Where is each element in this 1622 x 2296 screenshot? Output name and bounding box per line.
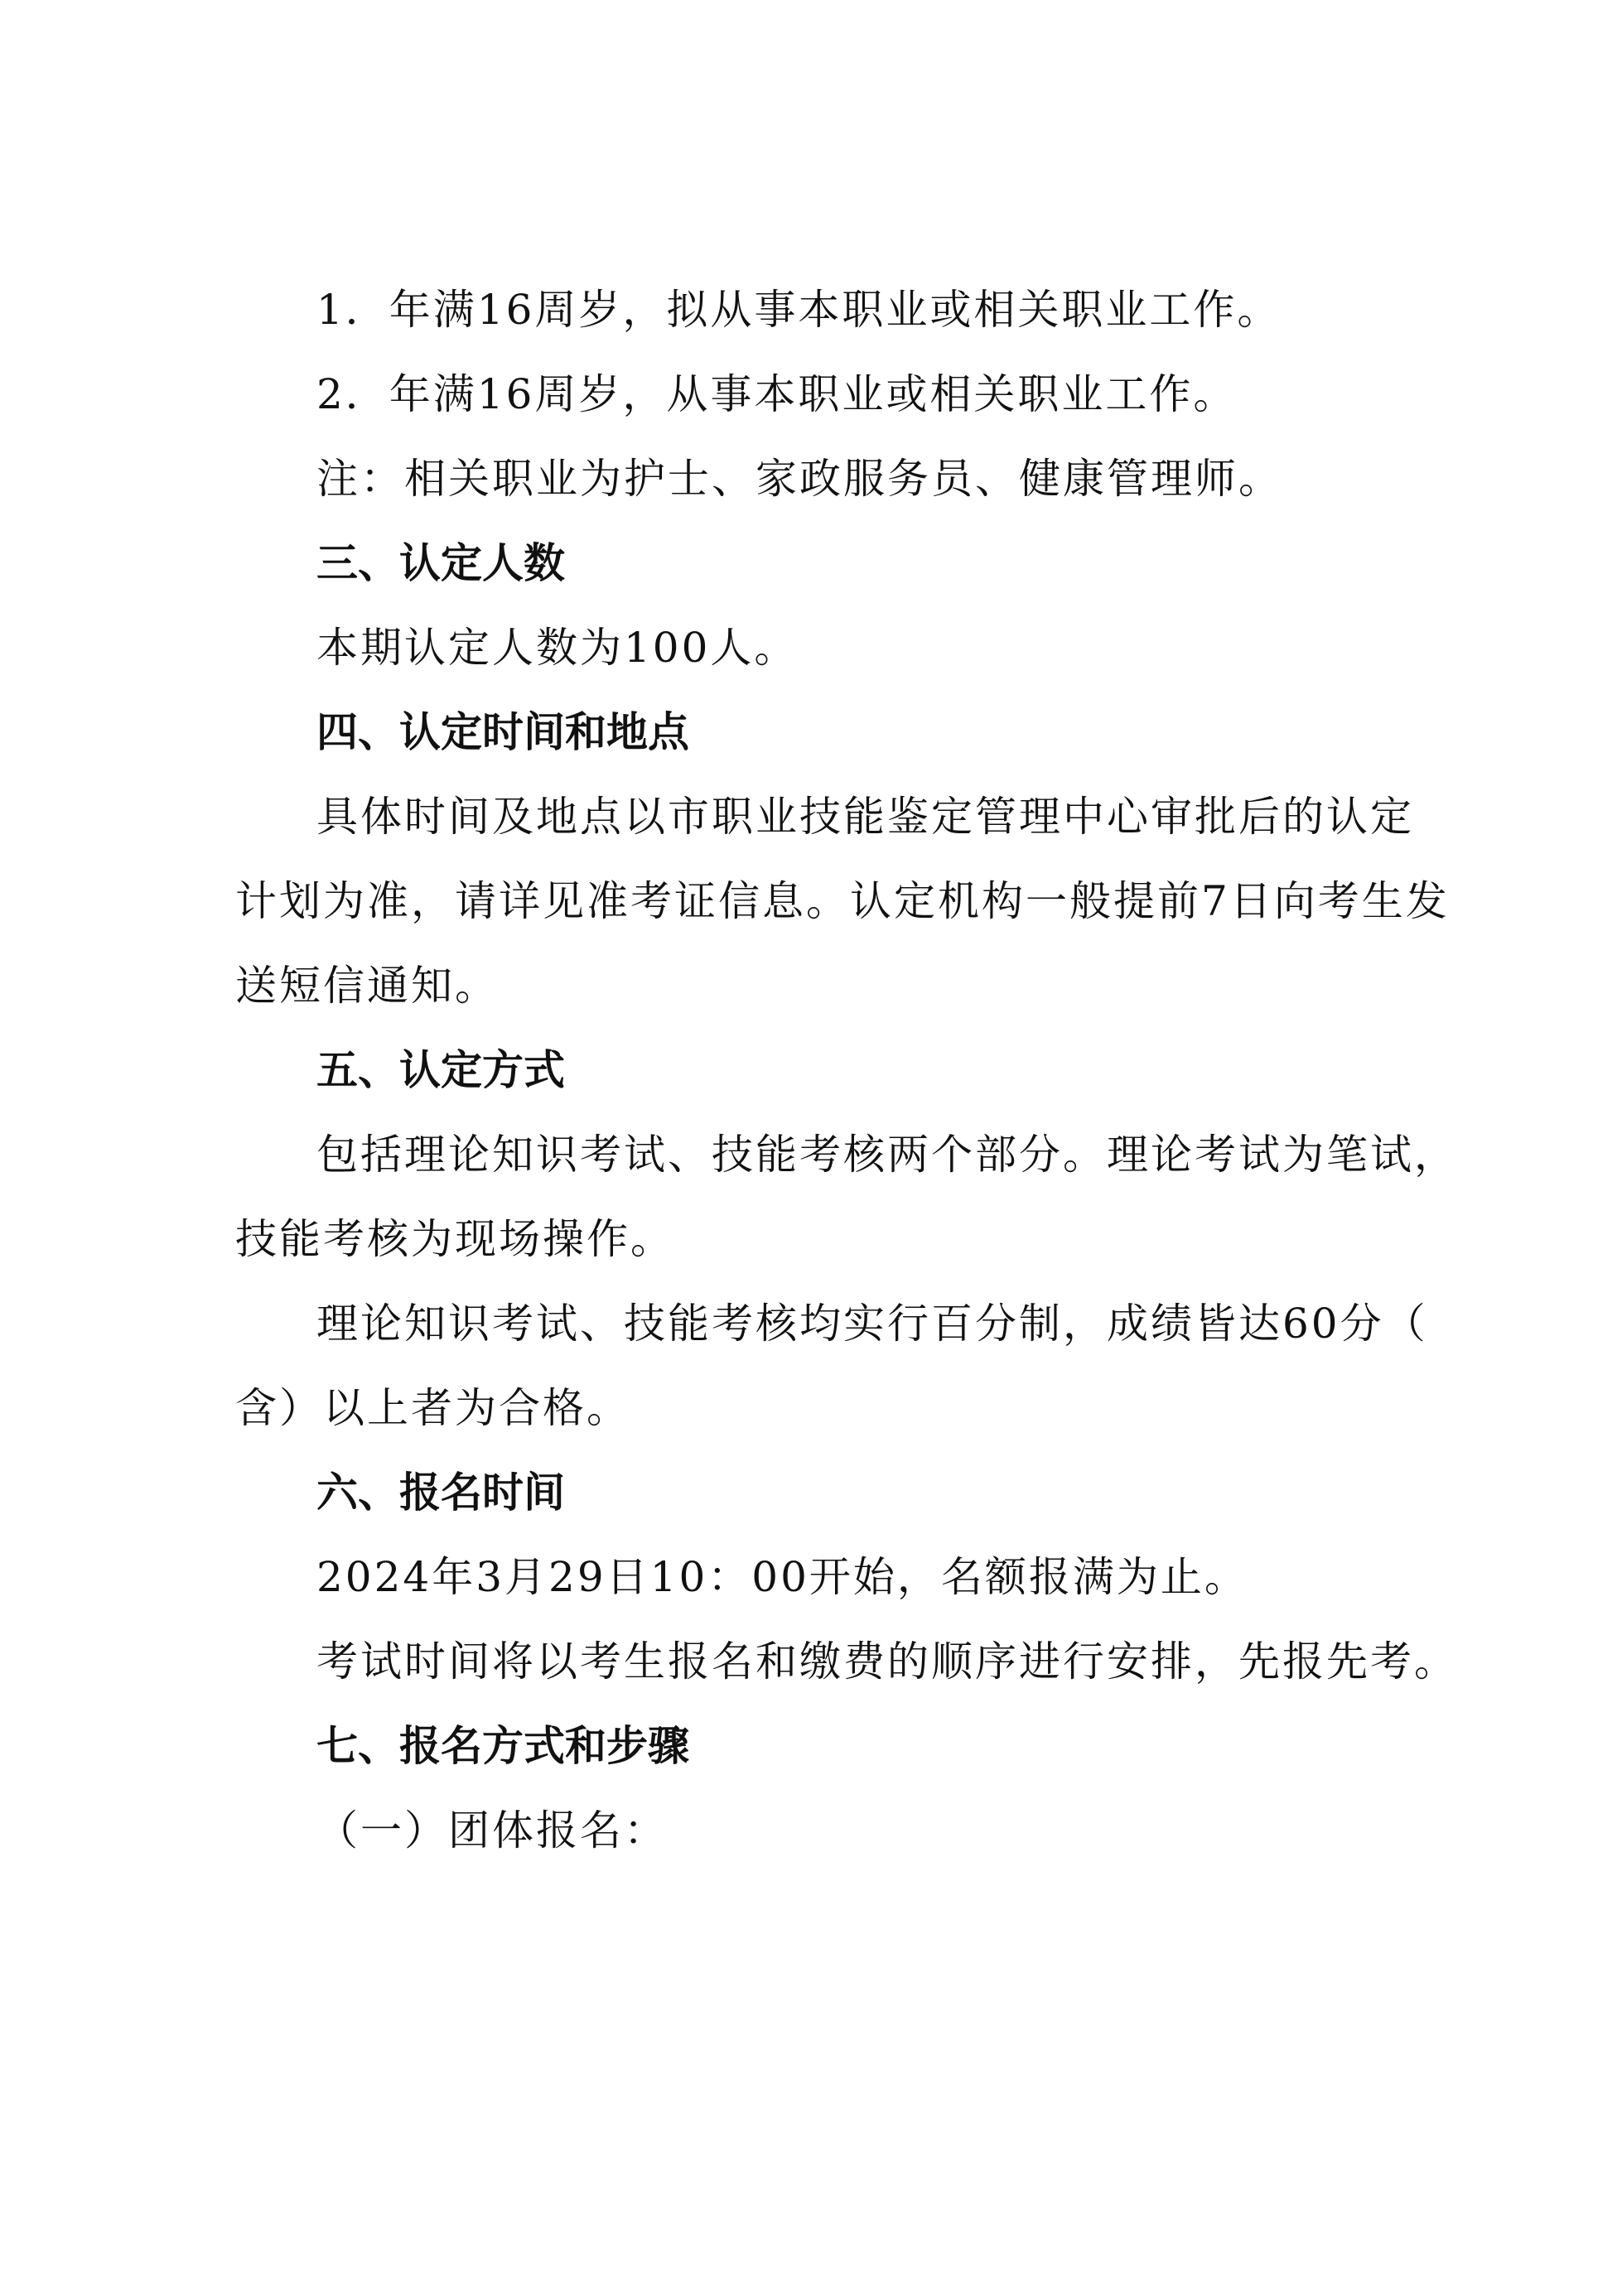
section-4-heading: 四、认定时间和地点 bbox=[316, 708, 689, 756]
section-4-line-2: 计划为准，请详见准考证信息。认定机构一般提前7日向考生发 bbox=[235, 877, 1450, 925]
section-5-para-1-line-1: 包括理论知识考试、技能考核两个部分。理论考试为笔试， bbox=[316, 1131, 1458, 1179]
section-5-para-2-line-1: 理论知识考试、技能考核均实行百分制，成绩皆达60分（ bbox=[316, 1300, 1428, 1348]
related-occupations-note: 注：相关职业为护士、家政服务员、健康管理师。 bbox=[316, 455, 1282, 503]
criterion-1: 1．年满16周岁，拟从事本职业或相关职业工作。 bbox=[316, 286, 1282, 334]
section-5-heading: 五、认定方式 bbox=[316, 1046, 565, 1094]
section-4-line-3: 送短信通知。 bbox=[235, 962, 499, 1010]
section-6-heading: 六、报名时间 bbox=[316, 1469, 565, 1517]
section-4-line-1: 具体时间及地点以市职业技能鉴定管理中心审批后的认定 bbox=[316, 793, 1414, 841]
section-5-para-2-line-2: 含）以上者为合格。 bbox=[235, 1384, 630, 1432]
section-3-text: 本期认定人数为100人。 bbox=[316, 624, 799, 672]
section-6-line-2: 考试时间将以考生报名和缴费的顺序进行安排，先报先考。 bbox=[316, 1638, 1458, 1686]
section-7-heading: 七、报名方式和步骤 bbox=[316, 1722, 689, 1770]
section-7-subheading: （一）团体报名： bbox=[316, 1806, 668, 1855]
criterion-2: 2．年满16周岁，从事本职业或相关职业工作。 bbox=[316, 370, 1238, 418]
section-5-para-1-line-2: 技能考核为现场操作。 bbox=[235, 1215, 674, 1263]
section-6-line-1: 2024年3月29日10：00开始，名额报满为止。 bbox=[316, 1553, 1248, 1601]
section-3-heading: 三、认定人数 bbox=[316, 539, 565, 587]
